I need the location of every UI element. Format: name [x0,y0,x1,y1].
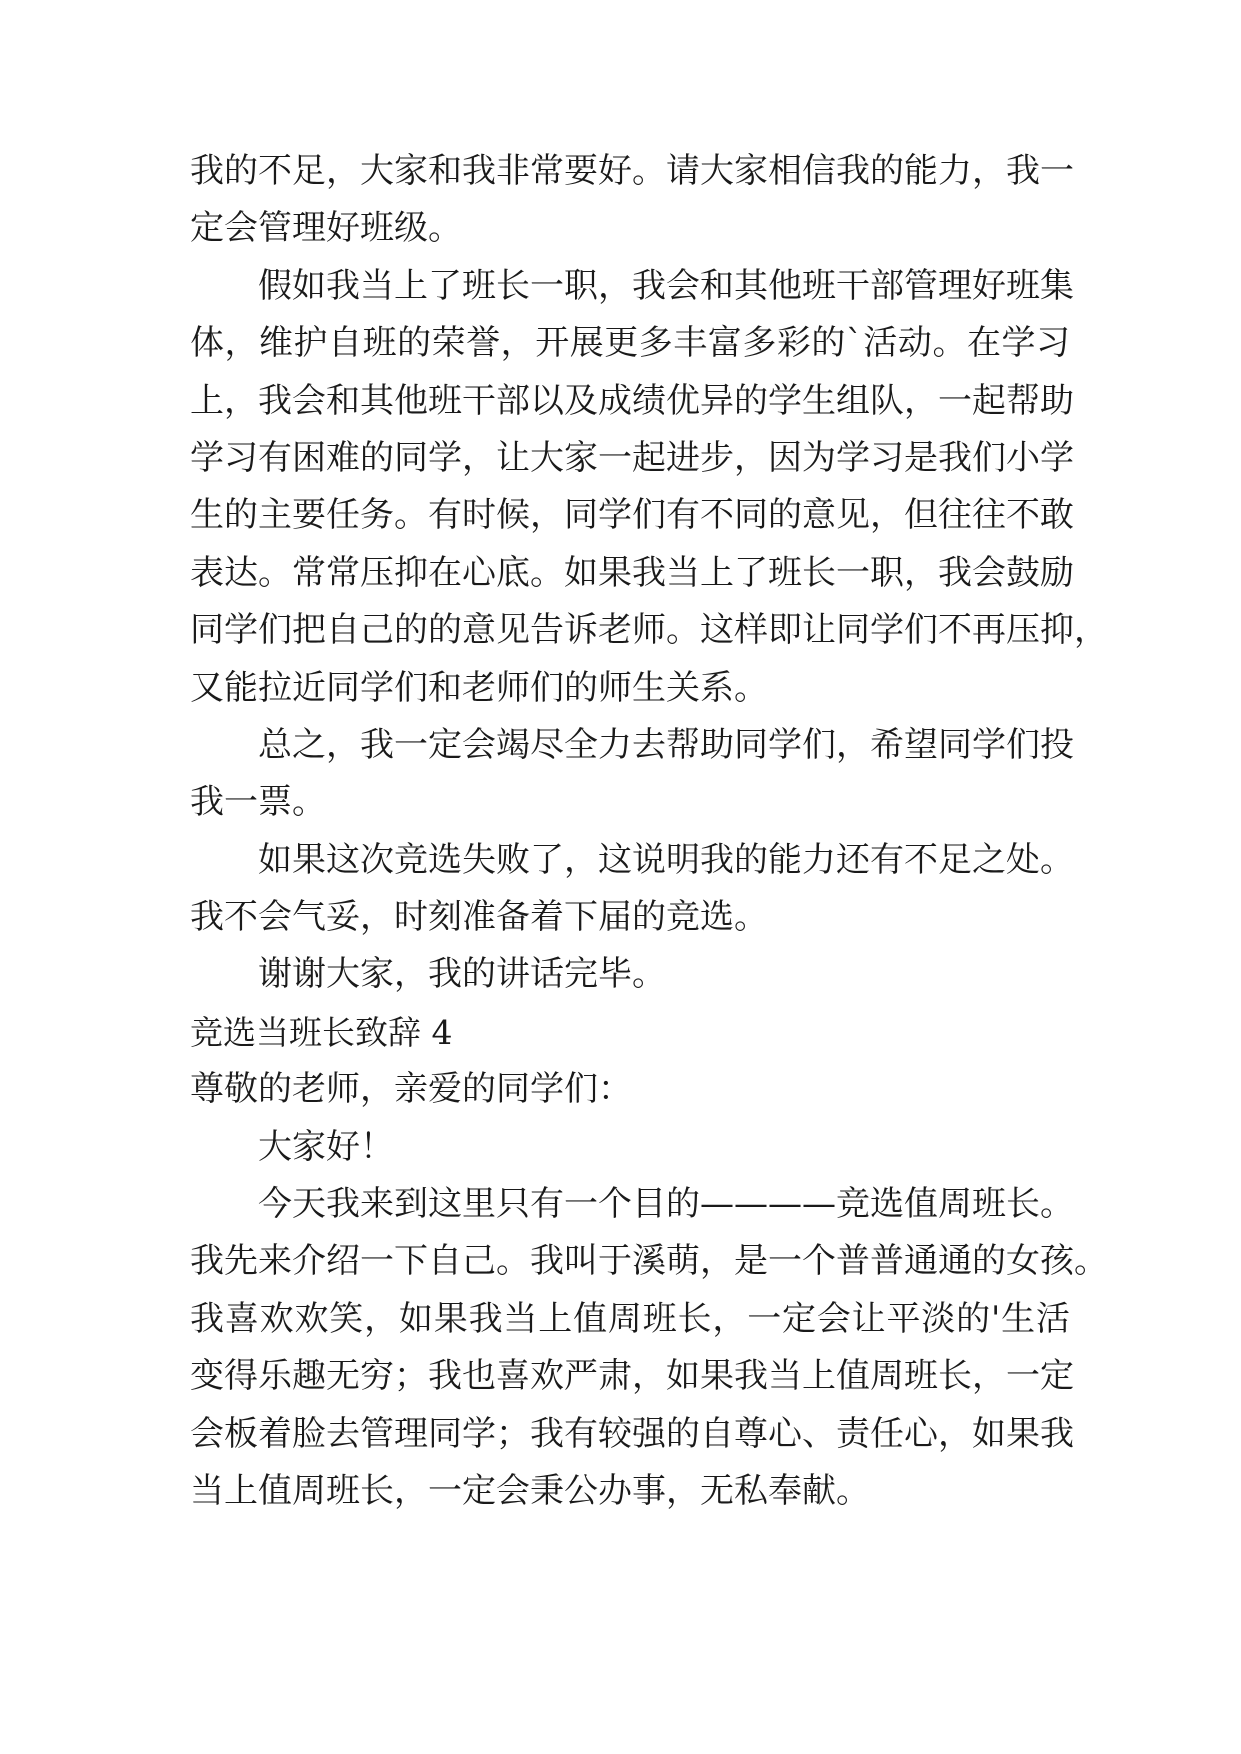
paragraph-line: 今天我来到这里只有一个目的————竞选值周班长。 [258,1184,1074,1225]
paragraph-line: 假如我当上了班长一职，我会和其他班干部管理好班集 [258,265,1074,306]
paragraph-line: 我一票。 [190,782,326,823]
section-heading: 竞选当班长致辞 4 [190,1012,453,1052]
paragraph-line: 会板着脸去管理同学；我有较强的自尊心、责任心，如果我 [190,1413,1074,1454]
salutation-line: 尊敬的老师，亲爱的同学们： [190,1069,632,1110]
paragraph-line: 总之，我一定会竭尽全力去帮助同学们，希望同学们投 [258,724,1074,765]
paragraph-line: 谢谢大家，我的讲话完毕。 [258,954,666,995]
paragraph-line: 我的不足，大家和我非常要好。请大家相信我的能力，我一 [190,151,1074,191]
greeting-line: 大家好！ [258,1126,394,1167]
paragraph-line: 当上值周班长，一定会秉公办事，无私奉献。 [190,1470,870,1511]
paragraph-line: 我喜欢欢笑，如果我当上值周班长，一定会让平淡的'生活 [190,1298,1070,1339]
paragraph-line: 表达。常常压抑在心底。如果我当上了班长一职，我会鼓励 [190,552,1074,593]
paragraph-line: 我不会气妥，时刻准备着下届的竞选。 [190,897,768,938]
paragraph-line: 同学们把自己的的意见告诉老师。这样即让同学们不再压抑， [190,610,1108,651]
paragraph-line: 学习有困难的同学，让大家一起进步，因为学习是我们小学 [190,437,1074,478]
paragraph-line: 体，维护自班的荣誉，开展更多丰富多彩的`活动。在学习 [190,323,1070,364]
paragraph-line: 生的主要任务。有时候，同学们有不同的意见，但往往不敢 [190,495,1074,536]
paragraph-line: 上，我会和其他班干部以及成绩优异的学生组队，一起帮助 [190,380,1074,421]
paragraph-line: 定会管理好班级。 [190,208,462,249]
paragraph-line: 又能拉近同学们和老师们的师生关系。 [190,667,768,708]
paragraph-line: 变得乐趣无穷；我也喜欢严肃，如果我当上值周班长，一定 [190,1356,1074,1397]
paragraph-line: 如果这次竞选失败了，这说明我的能力还有不足之处。 [258,839,1074,880]
paragraph-line: 我先来介绍一下自己。我叫于溪萌，是一个普普通通的女孩。 [190,1241,1108,1282]
document-body [190,143,1108,1520]
